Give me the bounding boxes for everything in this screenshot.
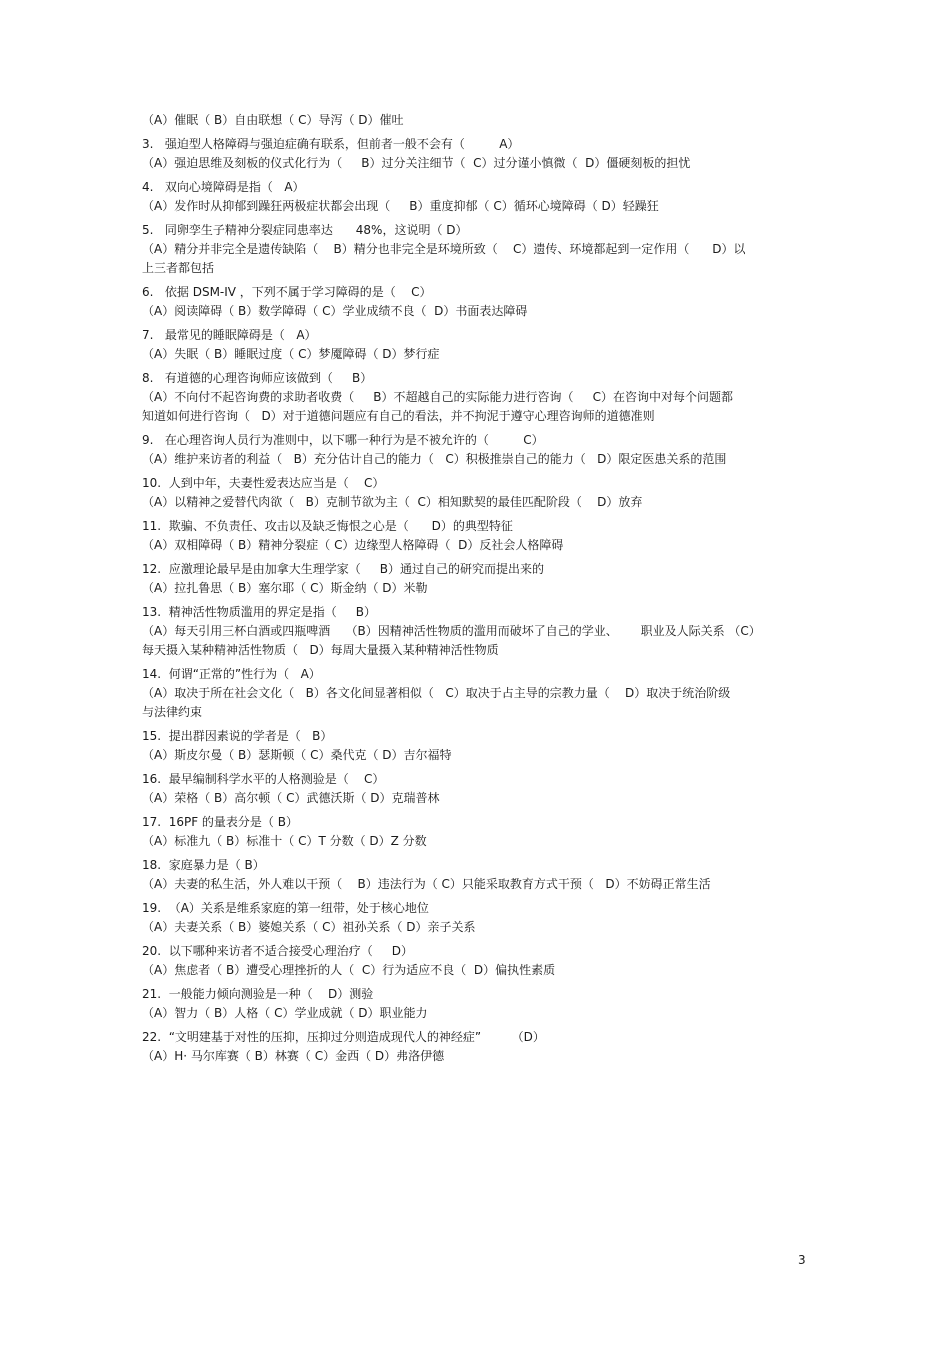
question-text: 8. 有道德的心理咨询师应该做到（ B）: [142, 371, 373, 385]
question-text: 5. 同卵孪生子精神分裂症同患率达 48%，这说明（ D）: [142, 223, 468, 237]
question-text: 9. 在心理咨询人员行为准则中，以下哪一种行为是不被允许的（ C）: [142, 433, 544, 447]
answer-options: （A）拉扎鲁思（ B）塞尔耶（ C）斯金纳（ D）米勒: [142, 581, 428, 595]
question-text: 20. 以下哪种来访者不适合接受心理治疗（ D）: [142, 944, 414, 958]
answer-options: （A）夫妻的私生活，外人难以干预（ B）违法行为（ C）只能采取教育方式干预（ D）不妨碍正常生活: [142, 877, 711, 891]
answer-options: （A）精分并非完全是遗传缺陷（ B）精分也非完全是环境所致（ C）遗传、环境都起到一定作用（ D）以: [142, 242, 746, 256]
question-text: 6. 依据 DSM-IV ，下列不属于学习障碍的是（ C）: [142, 285, 432, 299]
question-list: [142, 111, 810, 1066]
answer-options: 知道如何进行咨询（ D）对于道德问题应有自己的看法，并不拘泥于遵守心理咨询师的道德准则: [142, 409, 655, 423]
question-text: 11. 欺骗、不负责任、攻击以及缺乏悔恨之心是（ D）的典型特征: [142, 519, 513, 533]
answer-options: 与法律约束: [142, 705, 203, 719]
answer-options: （A）阅读障碍（ B）数学障碍（ C）学业成绩不良（ D）书面表达障碍: [142, 304, 528, 318]
answer-options: （A）取决于所在社会文化（ B）各文化间显著相似（ C）取决于占主导的宗教力量（ D）取决于统治阶级: [142, 686, 731, 700]
answer-options: （A）维护来访者的利益（ B）充分估计自己的能力（ C）积极推崇自己的能力（ D）限定医患关系的范围: [142, 452, 727, 466]
answer-options: （A）斯皮尔曼（ B）瑟斯顿（ C）桑代克（ D）吉尔福特: [142, 748, 452, 762]
question-text: 19. （A）关系是维系家庭的第一纽带，处于核心地位: [142, 901, 429, 915]
question-text: 14. 何谓“正常的”性行为（ A）: [142, 667, 321, 681]
answer-options: （A）H· 马尔库赛（ B）林赛（ C）金西（ D）弗洛伊德: [142, 1049, 445, 1063]
question-text: 3. 强迫型人格障碍与强迫症确有联系，但前者一般不会有（ A）: [142, 137, 520, 151]
answer-options: （A）标准九（ B）标准十（ C）T 分数（ D）Z 分数: [142, 834, 427, 848]
answer-options: 每天摄入某种精神活性物质（ D）每周大量摄入某种精神活性物质: [142, 643, 499, 657]
question-text: 7. 最常见的睡眠障碍是（ A）: [142, 328, 317, 342]
answer-options: （A）夫妻关系（ B）婆媳关系（ C）祖孙关系（ D）亲子关系: [142, 920, 476, 934]
question-text: 15. 提出群因素说的学者是（ B）: [142, 729, 333, 743]
answer-options: （A）以精神之爱替代肉欲（ B）克制节欲为主（ C）相知默契的最佳匹配阶段（ D）放弃: [142, 495, 643, 509]
question-text: 12. 应激理论最早是由加拿大生理学家（ B）通过自己的研究而提出来的: [142, 562, 545, 576]
answer-options: （A）发作时从抑郁到躁狂两极症状都会出现（ B）重度抑郁（ C）循环心境障碍（ D）轻躁狂: [142, 199, 659, 213]
question-text: 10. 人到中年，夫妻性爱表达应当是（ C）: [142, 476, 385, 490]
question-text: 16. 最早编制科学水平的人格测验是（ C）: [142, 772, 385, 786]
question-text: 4. 双向心境障碍是指（ A）: [142, 180, 305, 194]
answer-options: （A）焦虑者（ B）遭受心理挫折的人（ C）行为适应不良（ D）偏执性素质: [142, 963, 556, 977]
answer-options: （A）每天引用三杯白酒或四瓶啤酒 （B）因精神活性物质的滥用而破坏了自己的学业、 职业及人际关系 （C）: [142, 624, 761, 638]
page-number: 3: [798, 1253, 806, 1267]
answer-options: （A）失眠（ B）睡眠过度（ C）梦魇障碍（ D）梦行症: [142, 347, 440, 361]
answer-options: （A）不向付不起咨询费的求助者收费（ B）不超越自己的实际能力进行咨询（ C）在咨询中对每个问题都: [142, 390, 733, 404]
answer-options: 上三者都包括: [142, 261, 215, 275]
answer-options: （A）荣格（ B）高尔顿（ C）武德沃斯（ D）克瑞普林: [142, 791, 440, 805]
answer-options: （A）催眠（ B）自由联想（ C）导泻（ D）催吐: [142, 113, 404, 127]
answer-options: （A）智力（ B）人格（ C）学业成就（ D）职业能力: [142, 1006, 428, 1020]
question-text: 22. “文明建基于对性的压抑，压抑过分则造成现代人的神经症” （D）: [142, 1030, 545, 1044]
answer-options: （A）强迫思维及刻板的仪式化行为（ B）过分关注细节（ C）过分谨小慎微（ D）僵硬刻板的担忧: [142, 156, 691, 170]
question-text: 18. 家庭暴力是（ B）: [142, 858, 265, 872]
question-text: 13. 精神活性物质滥用的界定是指（ B）: [142, 605, 377, 619]
question-text: 21. 一般能力倾向测验是一种（ D）测验: [142, 987, 374, 1001]
answer-options: （A）双相障碍（ B）精神分裂症（ C）边缘型人格障碍（ D）反社会人格障碍: [142, 538, 564, 552]
question-text: 17. 16PF 的量表分是（ B）: [142, 815, 298, 829]
